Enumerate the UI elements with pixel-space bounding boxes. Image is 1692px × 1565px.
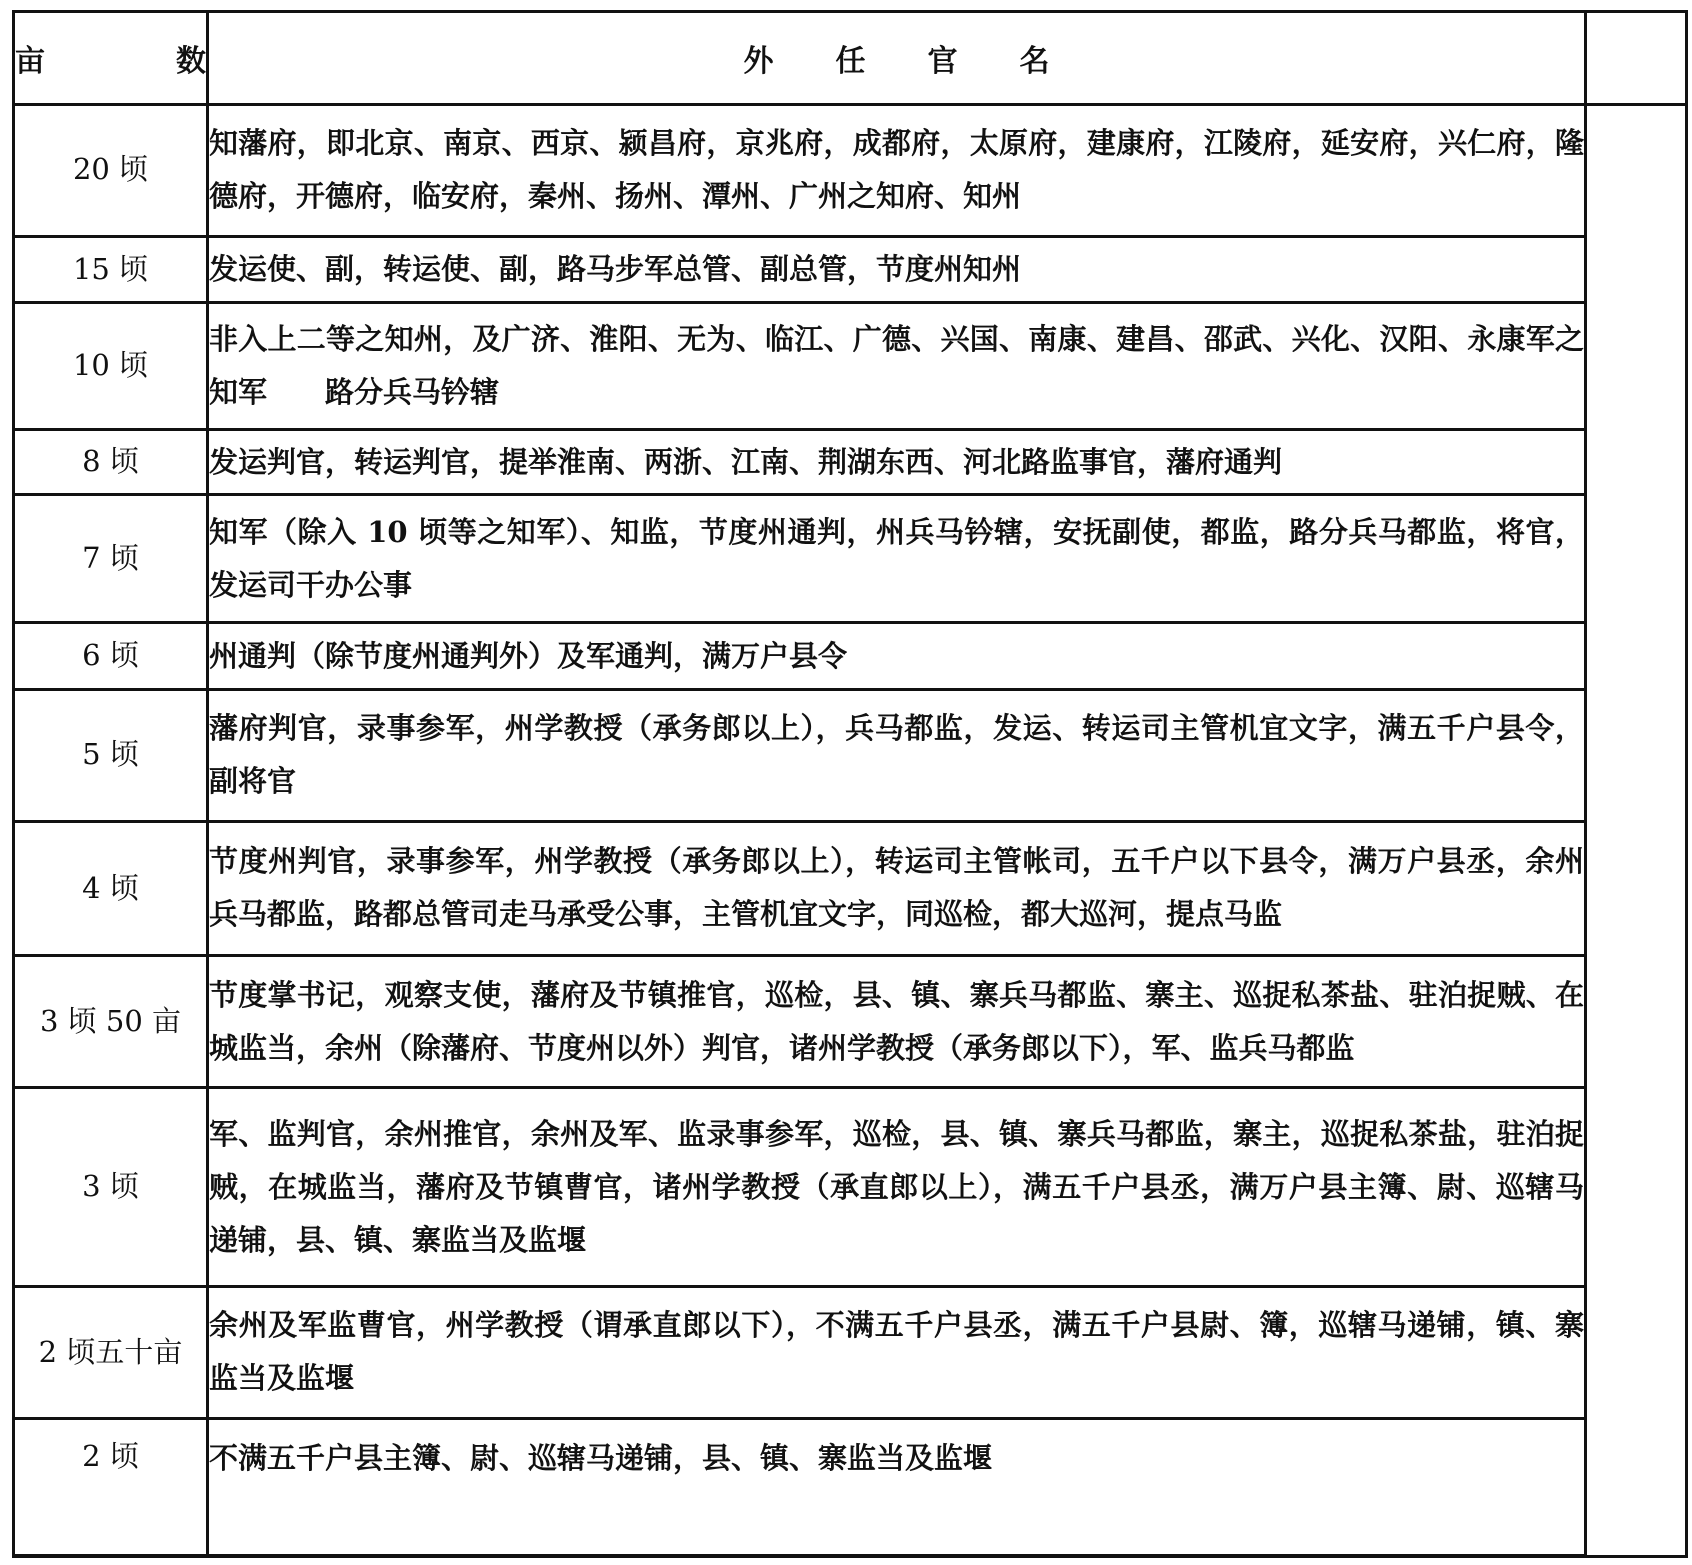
official-land-table [12,10,1688,1558]
officials-cell: 非入上二等之知州，及广济、淮阳、无为、临江、广德、兴国、南康、建昌、邵武、兴化、汉阳、永康军之知军 路分兵马钤辖 [208,302,1586,429]
table-row [14,430,1687,495]
mu-cell: 10 顷 [14,302,208,429]
table-row [14,956,1687,1088]
officials-cell: 节度掌书记，观察支使，藩府及节镇推官，巡检，县、镇、寨兵马都监、寨主、巡捉私茶盐、驻泊捉贼、在城监当，余州（除藩府、节度州以外）判官，诸州学教授（承务郎以下），军、监兵马都监 [208,956,1586,1088]
mu-cell: 3 顷 50 亩 [14,956,208,1088]
header-officials [208,12,1586,105]
mu-cell: 8 顷 [14,430,208,495]
table-row [14,1419,1687,1556]
document-page [12,10,1685,1558]
officials-cell: 不满五千户县主簿、尉、巡辖马递铺，县、镇、寨监当及监堰 [208,1419,1586,1556]
officials-cell: 知军（除入 10 顷等之知军）、知监，节度州通判，州兵马钤辖，安抚副使，都监，路分兵马都监，将官，发运司干办公事 [208,495,1586,623]
mu-cell: 20 顷 [14,104,208,236]
table-row [14,1088,1687,1286]
mu-cell: 6 顷 [14,623,208,689]
officials-cell: 知藩府，即北京、南京、西京、颍昌府，京兆府，成都府，太原府，建康府，江陵府，延安府，兴仁府，隆德府，开德府，临安府，秦州、扬州、潭州、广州之知府、知州 [208,104,1586,236]
header-mu [14,12,208,105]
officials-cell: 发运判官，转运判官，提举淮南、两浙、江南、荆湖东西、河北路监事官，藩府通判 [208,430,1586,495]
officials-cell: 军、监判官，余州推官，余州及军、监录事参军，巡检，县、镇、寨兵马都监，寨主，巡捉私茶盐，驻泊捉贼，在城监当，藩府及节镇曹官，诸州学教授（承直郎以上），满五千户县丞，满万户县主簿、尉、巡辖马递铺，县、镇、寨监当及监堰 [208,1088,1586,1286]
mu-cell: 2 顷 [14,1419,208,1556]
table-row [14,821,1687,955]
officials-cell: 余州及军监曹官，州学教授（谓承直郎以下），不满五千户县丞，满五千户县尉、簿，巡辖马递铺，镇、寨监当及监堰 [208,1286,1586,1418]
empty-side-column [1586,104,1687,1556]
header-mu-char-2: 数 [176,43,206,79]
header-mu-char-1: 亩 [15,43,45,79]
table-row [14,302,1687,429]
table-row [14,623,1687,689]
header-empty-cell [1586,12,1687,105]
mu-cell: 5 顷 [14,689,208,821]
mu-cell: 7 顷 [14,495,208,623]
table-row [14,495,1687,623]
officials-cell: 州通判（除节度州通判外）及军通判，满万户县令 [208,623,1586,689]
header-officials-text: 外任官名 [743,43,1112,79]
mu-cell: 15 顷 [14,236,208,302]
officials-cell: 藩府判官，录事参军，州学教授（承务郎以上），兵马都监，发运、转运司主管机宜文字，满五千户县令，副将官 [208,689,1586,821]
officials-cell: 发运使、副，转运使、副，路马步军总管、副总管，节度州知州 [208,236,1586,302]
officials-cell: 节度州判官，录事参军，州学教授（承务郎以上），转运司主管帐司，五千户以下县令，满万户县丞，余州兵马都监，路都总管司走马承受公事，主管机宜文字，同巡检，都大巡河，提点马监 [208,821,1586,955]
table-row [14,689,1687,821]
table-row [14,236,1687,302]
mu-cell: 4 顷 [14,821,208,955]
table-header-row [14,12,1687,105]
table-row [14,104,1687,236]
mu-cell: 2 顷五十亩 [14,1286,208,1418]
mu-cell: 3 顷 [14,1088,208,1286]
table-row [14,1286,1687,1418]
